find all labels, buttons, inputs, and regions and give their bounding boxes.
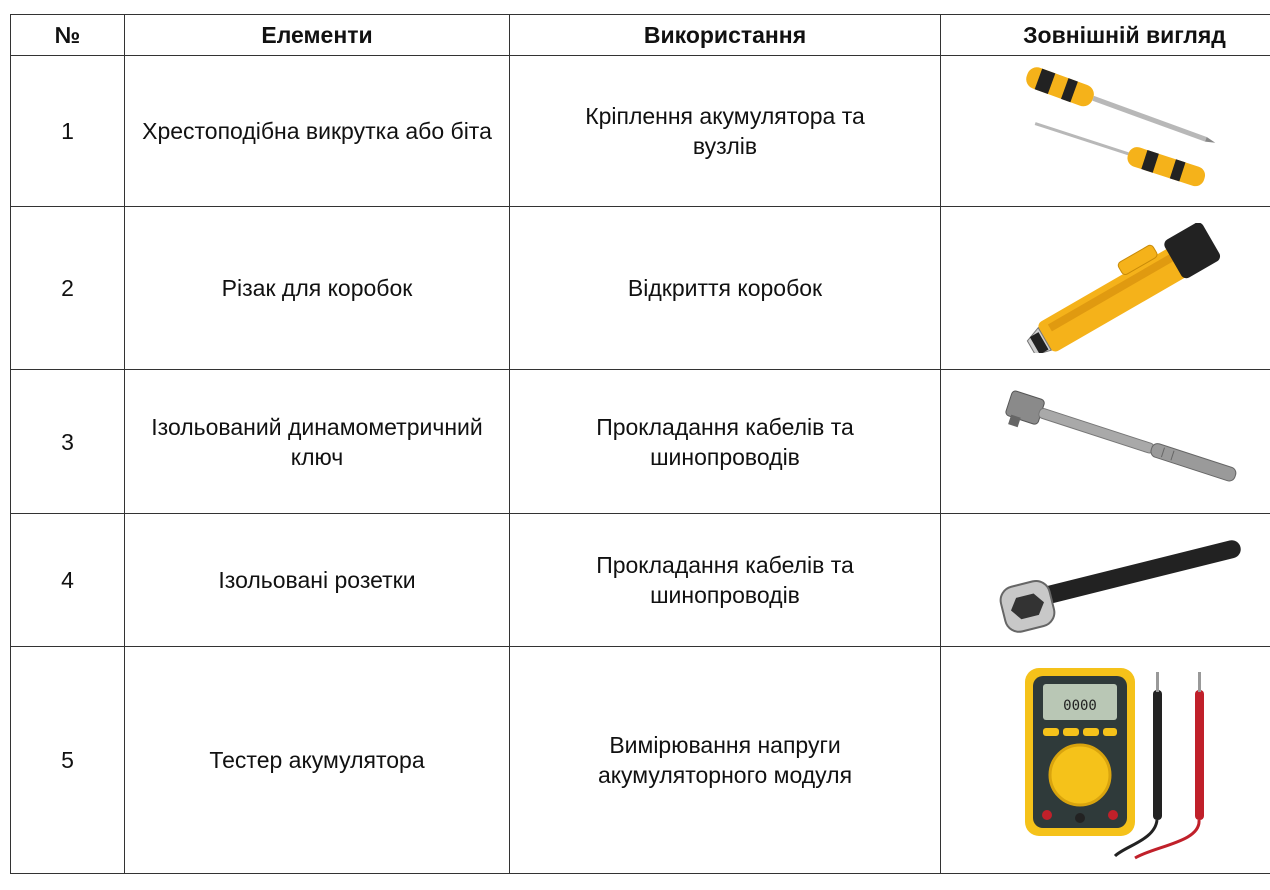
table-header-row xyxy=(11,15,1270,56)
tools-table xyxy=(10,14,1270,874)
row-number: 3 xyxy=(11,370,125,514)
table-row xyxy=(11,514,1270,647)
multimeter-image xyxy=(1005,660,1245,860)
row-image-cell xyxy=(941,207,1270,370)
table-row xyxy=(11,647,1270,874)
row-image-cell xyxy=(941,370,1270,514)
row-usage: Прокладання кабелів та шинопроводів xyxy=(510,514,941,647)
screwdrivers-image xyxy=(1015,66,1235,196)
row-image-cell xyxy=(941,647,1270,874)
header-appearance: Зовнішній вигляд xyxy=(941,15,1270,56)
row-number: 5 xyxy=(11,647,125,874)
row-usage: Кріплення акумулятора та вузлів xyxy=(510,56,941,207)
box-cutter-image xyxy=(1010,223,1240,353)
table-row xyxy=(11,56,1270,207)
row-element: Різак для коробок xyxy=(125,207,510,370)
table-row xyxy=(11,207,1270,370)
svg-text:0000: 0000 xyxy=(1062,698,1097,714)
torque-wrench-image xyxy=(1000,387,1250,497)
row-number: 1 xyxy=(11,56,125,207)
row-element: Хрестоподібна викрутка або біта xyxy=(125,56,510,207)
row-image-cell xyxy=(941,56,1270,207)
row-usage: Вимірювання напруги акумуляторного модуля xyxy=(510,647,941,874)
row-usage: Відкриття коробок xyxy=(510,207,941,370)
row-element: Тестер акумулятора xyxy=(125,647,510,874)
table-row xyxy=(11,370,1270,514)
row-number: 4 xyxy=(11,514,125,647)
header-usage: Використання xyxy=(510,15,941,56)
socket-wrench-image xyxy=(995,525,1255,635)
row-usage: Прокладання кабелів та шинопроводів xyxy=(510,370,941,514)
row-element: Ізольований динамометричний ключ xyxy=(125,370,510,514)
header-elements: Елементи xyxy=(125,15,510,56)
row-number: 2 xyxy=(11,207,125,370)
row-image-cell xyxy=(941,514,1270,647)
header-number: № xyxy=(11,15,125,56)
row-element: Ізольовані розетки xyxy=(125,514,510,647)
